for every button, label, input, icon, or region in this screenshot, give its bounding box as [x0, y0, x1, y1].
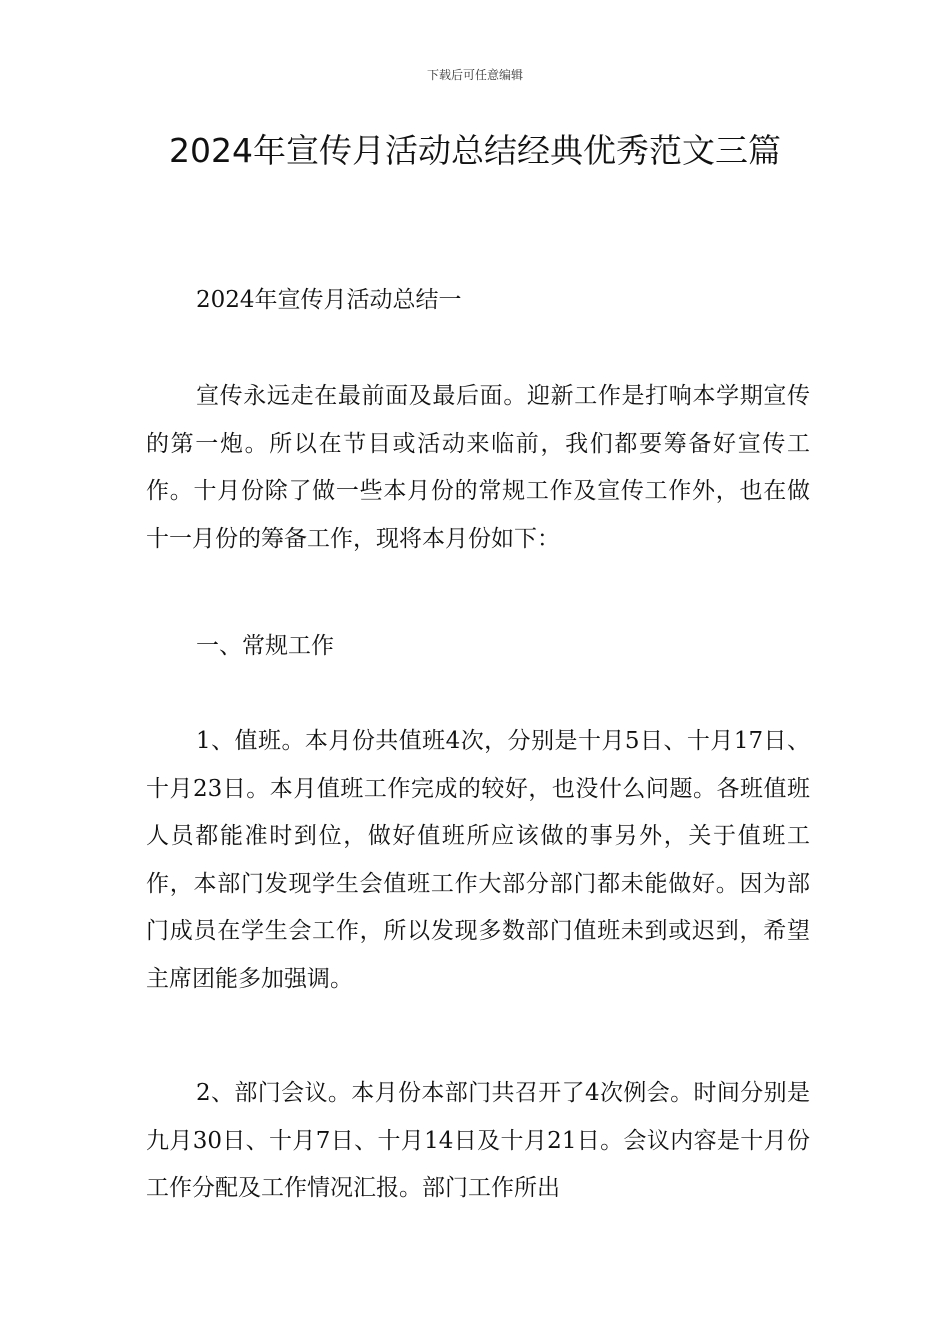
- paragraph-duty: 1、值班。本月份共值班4次，分别是十月5日、十月17日、十月23日。本月值班工作完成的较好，也没什么问题。各班值班人员都能准时到位，做好值班所应该做的事另外，关于值班工作，本部门发现学生会值班工作大部分部门都未能做好。因为部门成员在学生会工作，所以发现多数部门值班未到或迟到，希望主席团能多加强调。: [146, 728, 810, 992]
- paragraph-meetings: 2、部门会议。本月份本部门共召开了4次例会。时间分别是九月30日、十月7日、十月14日及十月21日。会议内容是十月份工作分配及工作情况汇报。部门工作所出: [146, 1080, 810, 1201]
- heading-regular-work: 一、常规工作: [196, 633, 334, 659]
- section-subtitle: 2024年宣传月活动总结一: [196, 287, 462, 313]
- header-note: 下载后可任意编辑: [426, 68, 523, 82]
- document-title: 2024年宣传月活动总结经典优秀范文三篇: [169, 131, 781, 170]
- intro-paragraph: 宣传永远走在最前面及最后面。迎新工作是打响本学期宣传的第一炮。所以在节目或活动来临前，我们都要筹备好宣传工作。十月份除了做一些本月份的常规工作及宣传工作外，也在做十一月份的筹备工作，现将本月份如下：: [146, 383, 810, 552]
